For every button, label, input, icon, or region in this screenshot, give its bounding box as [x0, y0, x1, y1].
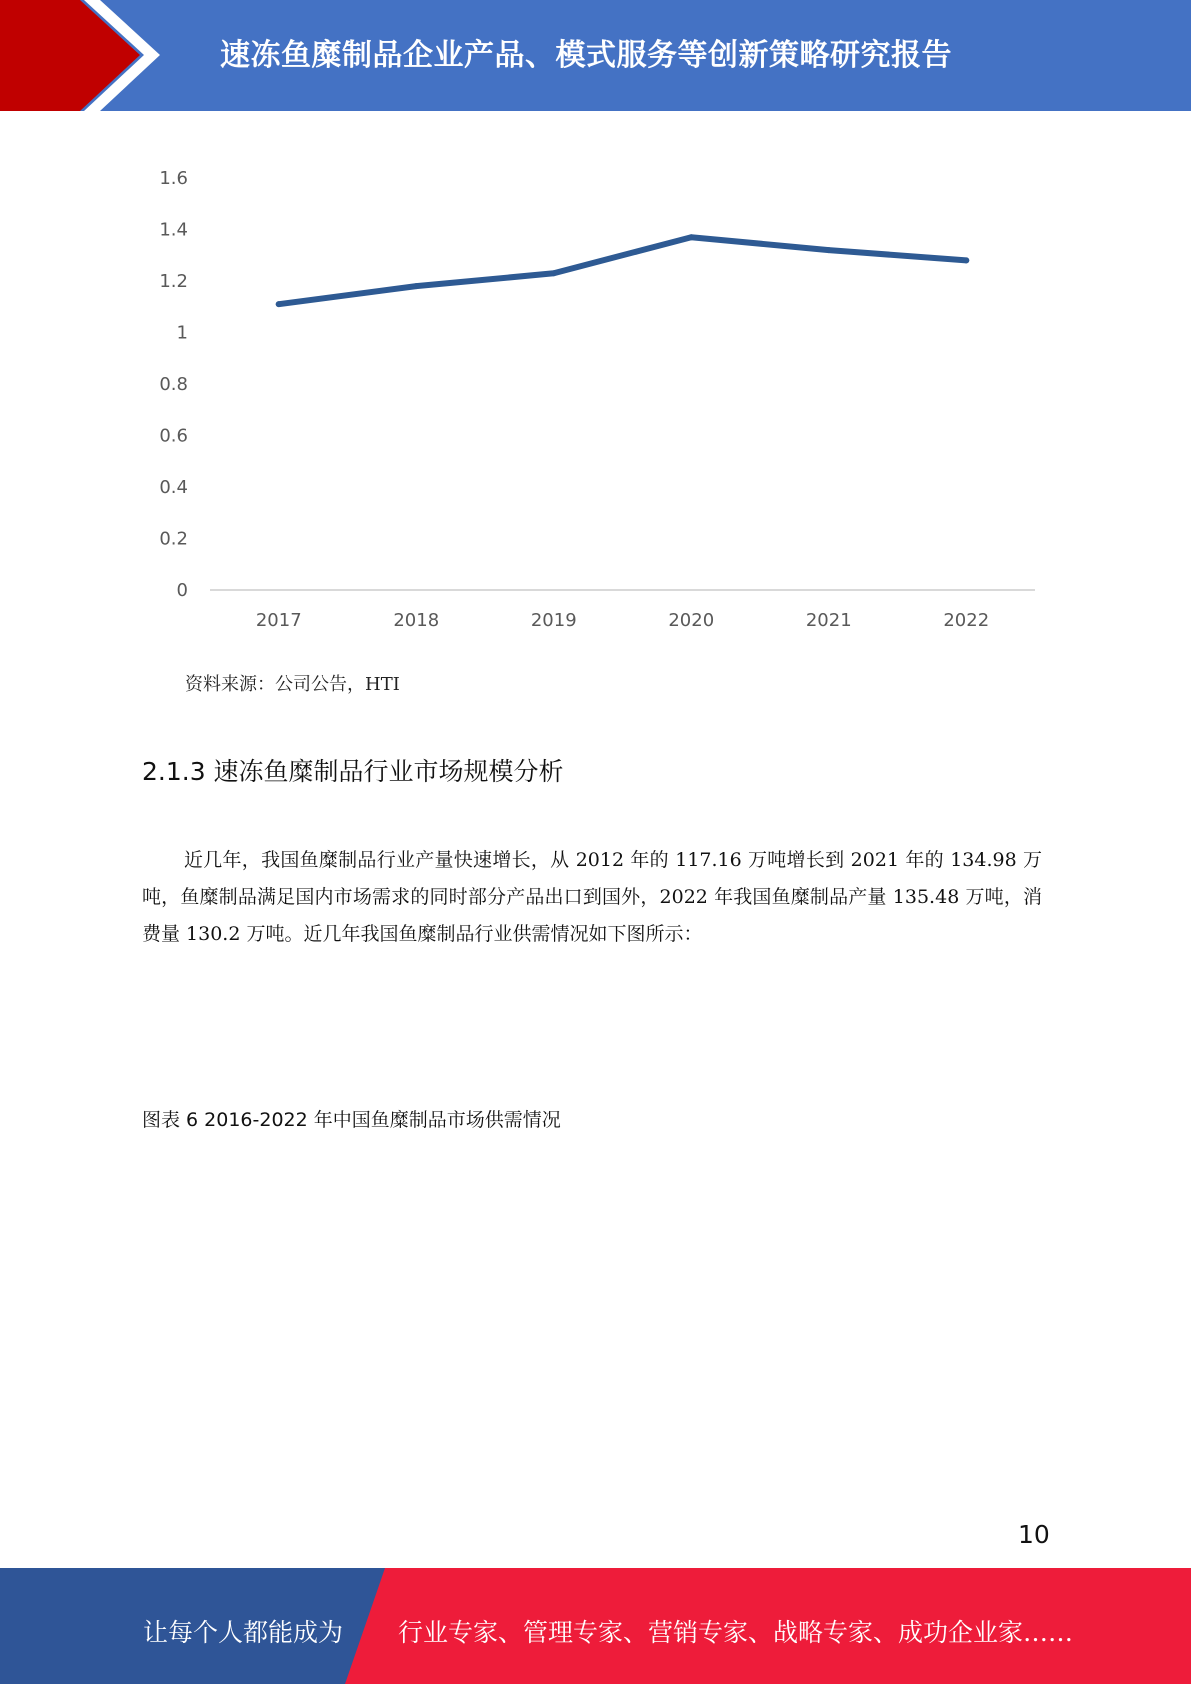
y-tick-label: 0: [176, 580, 188, 601]
x-tick-label: 2018: [393, 610, 440, 631]
data-point: [413, 283, 419, 289]
x-tick-label: 2021: [805, 610, 852, 631]
data-point: [963, 257, 969, 263]
footer-slogan-right: 行业专家、管理专家、营销专家、战略专家、成功企业家……: [398, 1618, 1074, 1647]
y-tick-label: 1.6: [159, 168, 188, 189]
y-tick-label: 1: [176, 322, 188, 344]
figure-caption: 图表 6 2016-2022 年中国鱼糜制品市场供需情况: [142, 1109, 561, 1131]
data-point: [551, 270, 557, 276]
x-tick-label: 2017: [255, 610, 302, 631]
y-tick-label: 0.2: [159, 528, 188, 550]
y-tick-label: 0.4: [159, 477, 188, 498]
series-line: [279, 237, 967, 304]
x-tick-label: 2022: [943, 610, 990, 631]
header-chevron-decoration: [0, 0, 160, 111]
body-paragraph: 近几年，我国鱼糜制品行业产量快速增长，从 2012 年的 117.16 万吨增长到 2021 年的 134.98 万吨，鱼糜制品满足国内市场需求的同时部分产品出口到国外，2022 年我国鱼糜制品产量 135.48 万吨，消费量 130.2 万吨。近几年我国鱼糜制品行业供需情况如下图所示：: [142, 849, 1042, 945]
footer-slogan-left: 让每个人都能成为: [143, 1618, 344, 1647]
page-footer: [0, 1568, 1191, 1684]
header-title: 速冻鱼糜制品企业产品、模式服务等创新策略研究报告: [220, 38, 952, 73]
y-tick-label: 0.8: [159, 374, 188, 395]
y-tick-label: 0.6: [159, 425, 188, 447]
data-point: [688, 234, 694, 240]
data-point: [826, 247, 832, 253]
x-tick-label: 2020: [668, 610, 715, 631]
y-tick-label: 1.2: [159, 271, 188, 292]
line-chart: [140, 160, 1040, 640]
section-heading: 2.1.3 速冻鱼糜制品行业市场规模分析: [142, 757, 564, 786]
page-header: [0, 0, 1191, 111]
y-tick-label: 1.4: [159, 219, 188, 241]
page-number: 10: [1018, 1520, 1050, 1549]
data-point: [276, 301, 282, 307]
chart-source: 资料来源：公司公告，HTI: [185, 674, 400, 695]
x-tick-label: 2019: [530, 610, 577, 631]
